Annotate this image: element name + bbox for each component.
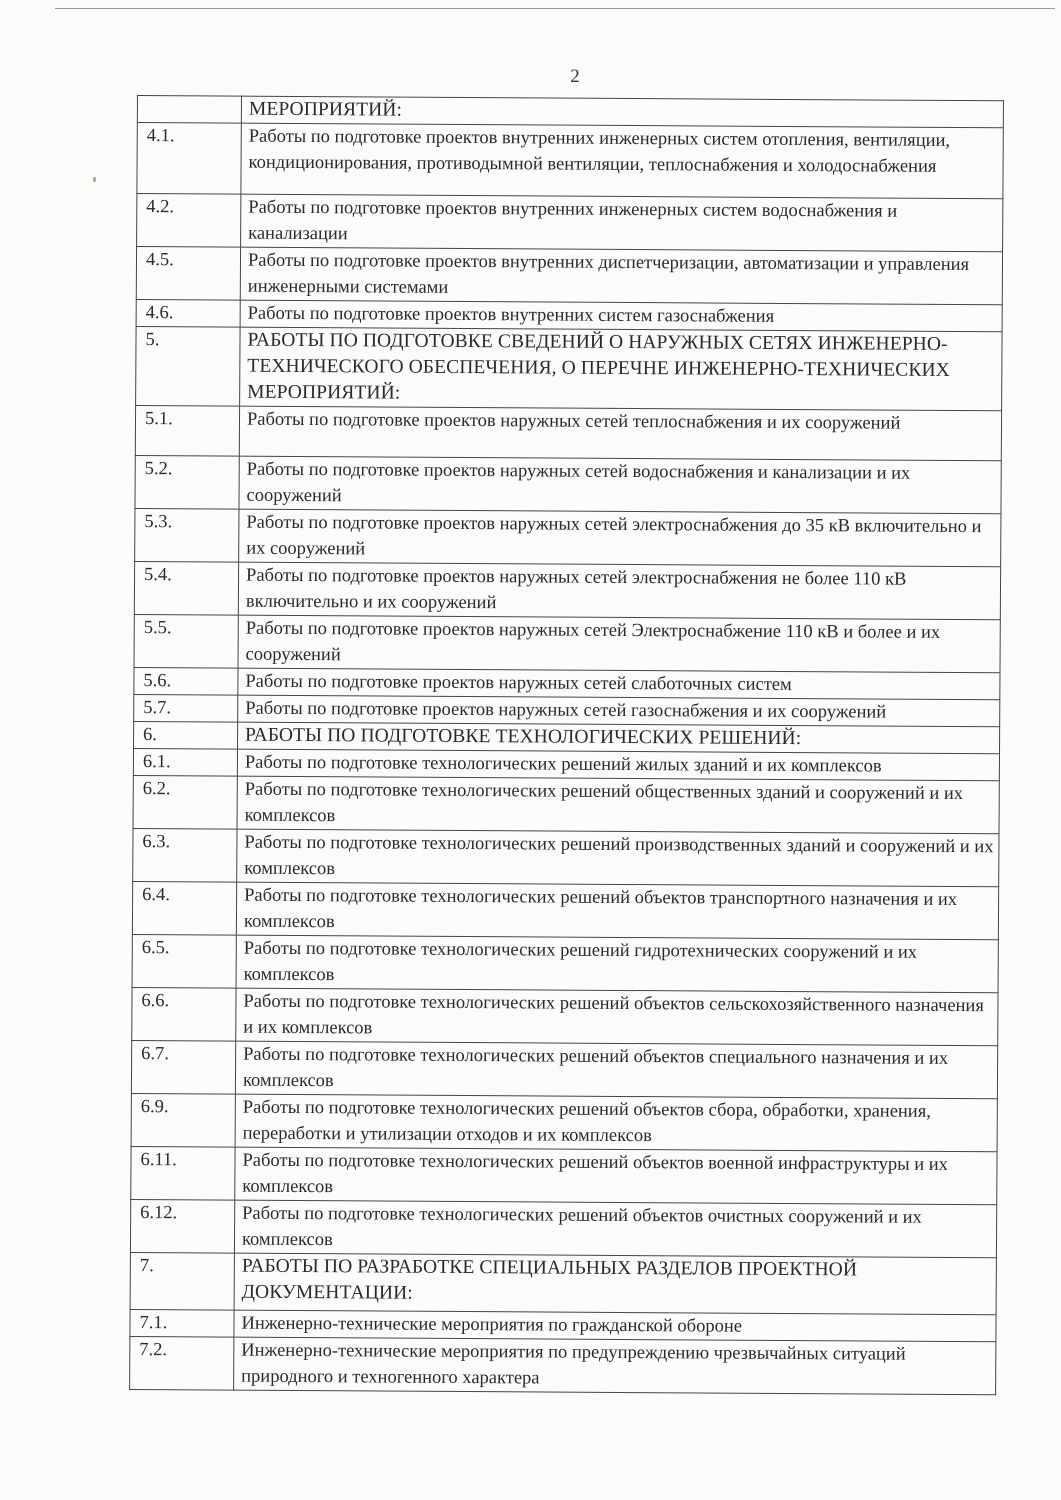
table-row <box>131 1146 997 1204</box>
table-row <box>137 194 1003 252</box>
work-description: Работы по подготовке проектов наружных сетей электроснабжения не более 110 кВ включительно и их сооружений <box>238 562 1000 620</box>
table-row <box>132 881 998 939</box>
top-border-line <box>55 8 1055 9</box>
work-types-table <box>129 95 1004 1395</box>
table-row <box>135 405 1001 460</box>
page-number: 2 <box>570 66 580 87</box>
work-description: Работы по подготовке проектов внутренних инженерных систем водоснабжения и канализации <box>241 194 1003 252</box>
work-description: Инженерно-технические мероприятия по предупреждению чрезвычайных ситуаций природного и техногенного характера <box>234 1337 996 1395</box>
work-description: Работы по подготовке проектов наружных сетей слаботочных систем <box>238 668 1000 700</box>
table-row <box>133 828 999 886</box>
row-number: 5.5. <box>134 614 238 668</box>
row-number: 4.2. <box>137 194 241 248</box>
work-description: Работы по подготовке технологических решений объектов сбора, обработки, хранения, переработки и утилизации отходов и их комплексов <box>235 1094 997 1152</box>
row-number: 5.4. <box>134 561 238 615</box>
work-description: Работы по подготовке проектов наружных сетей газоснабжения и их сооружений <box>238 695 1000 727</box>
row-number: 5.7. <box>134 694 238 722</box>
table-row <box>131 1093 997 1151</box>
row-number: 6.4. <box>132 881 236 935</box>
work-description: Работы по подготовке технологических решений объектов очистных сооружений и их комплексов <box>234 1200 996 1258</box>
row-number: 4.5. <box>136 247 240 301</box>
row-number <box>137 96 241 124</box>
section-title: РАБОТЫ ПО ПОДГОТОВКЕ ТЕХНОЛОГИЧЕСКИХ РЕШЕНИЙ: <box>238 722 1000 754</box>
work-description: Работы по подготовке проектов наружных сетей теплоснабжения и их сооружений <box>239 406 1001 461</box>
row-number: 5.1. <box>135 405 239 456</box>
row-number: 5.6. <box>134 667 238 695</box>
table-row <box>134 561 1000 619</box>
row-number: 6.7. <box>131 1040 235 1094</box>
table-row <box>131 1040 997 1098</box>
row-number: 6. <box>134 721 238 749</box>
row-number: 7.2. <box>130 1336 234 1390</box>
work-description: Работы по подготовке технологических решений гидротехнических сооружений и их комплексов <box>236 935 998 993</box>
work-description: Инженерно-технические мероприятия по гражданской обороне <box>234 1310 996 1342</box>
row-number: 6.2. <box>133 775 237 829</box>
table-row <box>130 1336 996 1394</box>
row-number: 6.5. <box>132 934 236 988</box>
row-number: 4.1. <box>137 123 241 195</box>
section-title: РАБОТЫ ПО РАЗРАБОТКЕ СПЕЦИАЛЬНЫХ РАЗДЕЛОВ ПРОЕКТНОЙ ДОКУМЕНТАЦИИ: <box>234 1253 996 1315</box>
table-row <box>130 1199 996 1257</box>
row-number: 6.12. <box>130 1199 234 1253</box>
work-description: Работы по подготовке проектов внутренних диспетчеризации, автоматизации и управления инженерными системами <box>240 247 1002 305</box>
work-description: Работы по подготовке проектов внутренних инженерных систем отопления, вентиляции, кондиционирования, противодымной вентиляции, теплоснабжения и холодоснабжения <box>241 123 1003 199</box>
work-description: Работы по подготовке технологических решений жилых зданий и их комплексов <box>237 749 999 781</box>
table-row <box>132 934 998 992</box>
row-number: 6.3. <box>133 828 237 882</box>
row-number: 6.6. <box>132 987 236 1041</box>
table-body <box>130 96 1004 1395</box>
row-number: 6.9. <box>131 1093 235 1147</box>
work-description: Работы по подготовке технологических решений производственных зданий и сооружений и их комплексов <box>237 829 999 887</box>
row-number: 5.2. <box>135 455 239 509</box>
work-description: Работы по подготовке проектов наружных сетей электроснабжения до 35 кВ включительно и их сооружений <box>239 509 1001 567</box>
section-header-row <box>130 1252 996 1314</box>
table-row <box>132 987 998 1045</box>
table-row <box>133 775 999 833</box>
row-number: 7.1. <box>130 1309 234 1337</box>
row-number: 5. <box>136 326 240 406</box>
work-description: Работы по подготовке технологических решений объектов сельскохозяйственного назначения и их комплексов <box>236 988 998 1046</box>
table-row <box>135 508 1001 566</box>
section-header-row <box>136 326 1002 410</box>
work-description: Работы по подготовке технологических решений объектов военной инфраструктуры и их комплексов <box>235 1147 997 1205</box>
work-description: Работы по подготовке технологических решений объектов специального назначения и их комплексов <box>235 1041 997 1099</box>
section-title: РАБОТЫ ПО ПОДГОТОВКЕ СВЕДЕНИЙ О НАРУЖНЫХ СЕТЯХ ИНЖЕНЕРНО-ТЕХНИЧЕСКОГО ОБЕСПЕЧЕНИЯ, О ПЕРЕЧНЕ ИНЖЕНЕРНО-ТЕХНИЧЕСКИХ МЕРОПРИЯТИЙ: <box>240 327 1002 411</box>
row-number: 7. <box>130 1252 234 1310</box>
work-description: Работы по подготовке проектов наружных сетей Электроснабжение 110 кВ и более и их сооружений <box>238 615 1000 673</box>
work-description: Работы по подготовке проектов внутренних систем газоснабжения <box>240 300 1002 332</box>
table-row <box>135 455 1001 513</box>
row-number: 6.11. <box>131 1146 235 1200</box>
table-row <box>137 123 1003 199</box>
row-number: 5.3. <box>135 508 239 562</box>
row-number: 6.1. <box>133 748 237 776</box>
scan-speck <box>93 177 96 182</box>
section-title: МЕРОПРИЯТИЙ: <box>241 96 1003 128</box>
table-row <box>134 614 1000 672</box>
work-description: Работы по подготовке технологических решений общественных зданий и сооружений и их комплексов <box>237 776 999 834</box>
row-number: 4.6. <box>136 299 240 327</box>
work-description: Работы по подготовке проектов наружных сетей водоснабжения и канализации и их сооружений <box>239 456 1001 514</box>
work-description: Работы по подготовке технологических решений объектов транспортного назначения и их комплексов <box>236 882 998 940</box>
table-row <box>136 247 1002 305</box>
